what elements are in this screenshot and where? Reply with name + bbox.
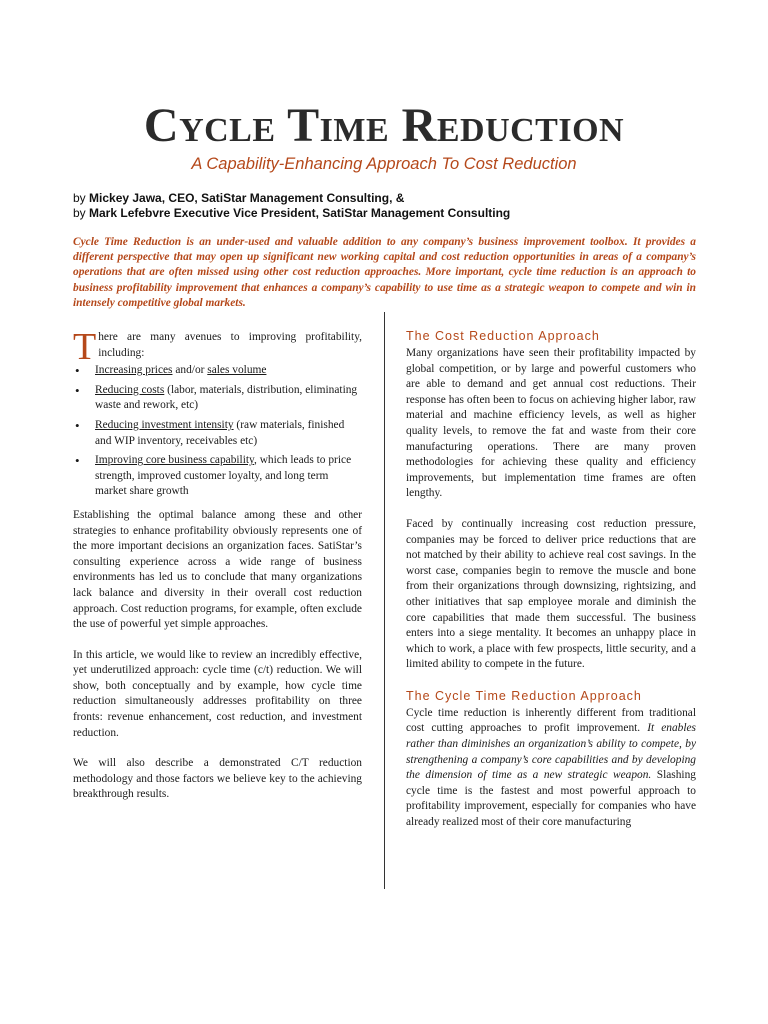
drop-cap: T bbox=[73, 326, 97, 368]
body-paragraph: Establishing the optimal balance among these and other strategies to enhance profitability obviously represents one of the more important decisions an organization faces. SatiStar’s consulting experience across a wide range of business environments has led us to conclude that many organizations lack balance and diversity in their overall cost reduction approach. Cost reduction programs, for example, often exclude the use of powerful yet simple approaches. bbox=[73, 508, 362, 631]
body-paragraph: In this article, we would like to review an incredibly effective, yet underutilized approach: cycle time (c/t) reduction. We will show, both conceptually and by example, how cycle time reduction simultaneously addresses profitability on three fronts: revenue enhancement, cost reduction, and investment reduction. bbox=[73, 648, 362, 739]
column-divider bbox=[384, 312, 385, 889]
byline-2-name: Mark Lefebvre Executive Vice President, SatiStar Management Consulting bbox=[89, 206, 511, 220]
list-item bbox=[73, 383, 362, 414]
opening-paragraph bbox=[73, 326, 362, 368]
list-item-term-2: sales volume bbox=[207, 364, 267, 377]
paragraph-text: Cycle time reduction is inherently different from traditional cost cutting approaches to profit improvement. bbox=[406, 706, 696, 735]
list-item-detail: , which leads to price strength, improved customer loyalty, and long term market share growth bbox=[95, 454, 352, 498]
list-item-term: Reducing investment intensity bbox=[95, 418, 234, 431]
list-item-detail: (labor, materials, distribution, eliminating waste and rework, etc) bbox=[95, 383, 358, 412]
byline-1-prefix: by bbox=[73, 191, 90, 205]
opening-text: here are many avenues to improving profitability, including: bbox=[98, 331, 362, 359]
list-item bbox=[73, 418, 362, 449]
profitability-list bbox=[73, 363, 362, 500]
paragraph-text: Slashing cycle time is the fastest and most powerful approach to profitability improvement, especially for companies who have already realized most of their core manufacturing bbox=[406, 769, 696, 829]
left-column bbox=[73, 326, 362, 818]
list-item-detail: (raw materials, finished and WIP inventory, receivables etc) bbox=[95, 418, 345, 447]
page-subtitle: A Capability-Enhancing Approach To Cost Reduction bbox=[191, 155, 577, 173]
page-title: Cycle Time Reduction bbox=[143, 99, 625, 152]
byline-2-prefix: by bbox=[73, 206, 90, 220]
list-item-term: Reducing costs bbox=[95, 383, 165, 396]
body-paragraph: Faced by continually increasing cost reduction pressure, companies may be forced to deliver price reductions that are not matched by their ability to achieve real cost savings. In the worst case, companies begin to remove the muscle and bone from their organizations through downsizing, rightsizing, and other initiatives that sap employee morale and diminish the core capabilities that made them successful. The business enters into a siege mentality. It becomes an unhappy place in which to work, a place with few prospects, little security, and a limited ability to compete in the future. bbox=[406, 517, 696, 671]
body-paragraph: We will also describe a demonstrated C/T reduction methodology and those factors we believe key to the achieving breakthrough results. bbox=[73, 757, 362, 801]
body-paragraph: Many organizations have seen their profitability impacted by global competition, or by large and powerful customers who are able to demand and get annual cost reductions. Their response has often been to focus on achieving higher labor, raw material and machine efficiency levels, as well as higher quality levels, to remove the fat and waste from their core manufacturing operations. There are many proven methodologies for achieving these quality and efficiency improvements, but implementation time frames are often lengthy. bbox=[406, 347, 696, 500]
intro-abstract: Cycle Time Reduction is an under-used and valuable addition to any company’s business improvement toolbox. It provides a different perspective that may open up significant new working capital and cost reduction opportunities in areas of a company’s operations that are often missed using other cost reduction approaches. More important, cycle time reduction is an approach to business profitability improvement that enhances a company’s capability to use time as a strategic weapon to compete and win in intensely competitive global markets. bbox=[73, 236, 696, 309]
byline-1 bbox=[73, 191, 404, 205]
list-item bbox=[73, 453, 362, 500]
list-item-term: Increasing prices bbox=[95, 364, 173, 377]
byline-2 bbox=[73, 206, 510, 220]
section-heading-cost-reduction: The Cost Reduction Approach bbox=[406, 329, 600, 343]
paragraph-emphasis: It enables rather than diminishes an organization’s ability to compete, by strengthening a company’s core capabilities and by developing the dimension of time as a new strategic weapon. bbox=[406, 722, 696, 782]
list-item bbox=[73, 363, 362, 379]
right-column bbox=[406, 328, 696, 846]
list-item-connector: and/or bbox=[172, 364, 208, 377]
list-item-term: Improving core business capability bbox=[95, 454, 255, 467]
body-paragraph bbox=[406, 706, 696, 831]
byline-1-name: Mickey Jawa, CEO, SatiStar Management Consulting, & bbox=[89, 191, 405, 205]
section-heading-cycle-time: The Cycle Time Reduction Approach bbox=[406, 688, 642, 703]
